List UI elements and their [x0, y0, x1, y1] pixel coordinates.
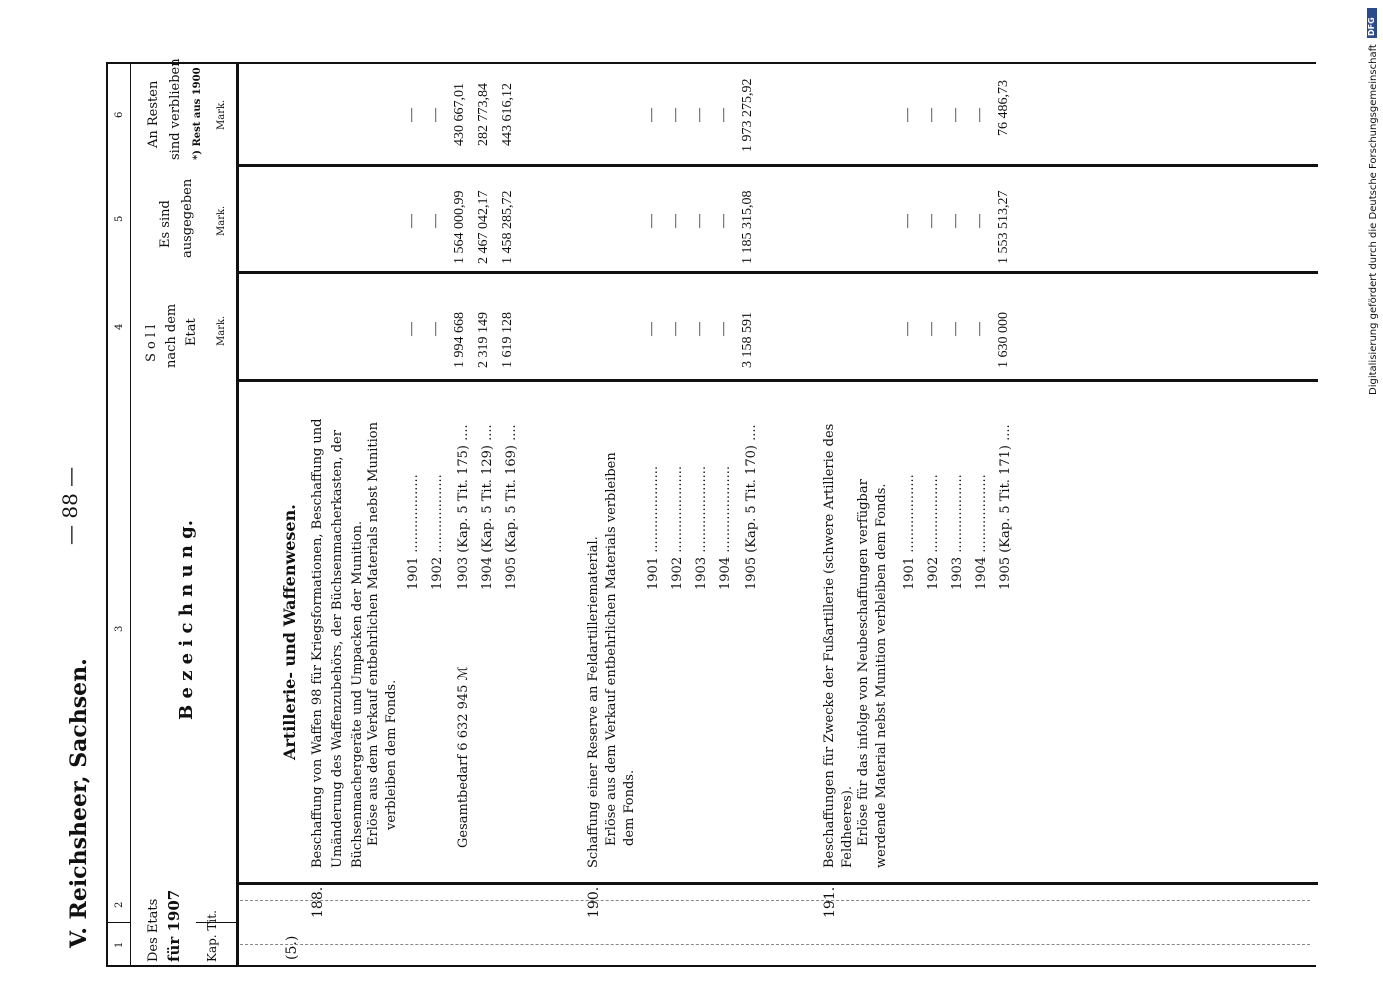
header-mark-5: Mark.	[216, 205, 227, 236]
entry-191-1903-soll: —	[948, 322, 963, 336]
entry-190-1902-reste: —	[668, 108, 683, 122]
entry-190-line-2: Erlöse aus dem Verkauf entbehrlichen Materials verbleiben	[604, 452, 619, 846]
column-number-1: 1	[114, 941, 125, 948]
entry-190-1905-ausgegeben: 1 185 315,08	[740, 190, 755, 264]
header-des-etats: Des Etats	[146, 898, 161, 962]
entry-188-1901-soll: —	[404, 322, 419, 336]
entry-188-1901-ausgegeben: —	[404, 214, 419, 228]
header-mark-4: Mark.	[216, 315, 227, 346]
entry-188-year-1903: 1903 (Kap. 5 Tit. 175) ....	[456, 424, 471, 590]
entry-188-1902-soll: —	[428, 322, 443, 336]
entry-190-1905-reste: 1 973 275,92	[740, 78, 755, 152]
table-top-border	[106, 62, 1316, 64]
entry-191-year-1901: 1901 ...................	[902, 474, 917, 590]
dfg-logo-text: DFG	[1367, 17, 1376, 36]
entry-191-1905-soll: 1 630 000	[996, 312, 1011, 368]
entry-190-1904-ausgegeben: —	[716, 214, 731, 228]
entry-191-1901-soll: —	[900, 322, 915, 336]
digitization-credit: Digitalisierung gefördert durch die Deutsche Forschungsgemeinschaft	[1368, 44, 1379, 395]
entry-190-year-1901: 1901 .....................	[646, 466, 661, 590]
entry-188-line-2: Umänderung des Waffenzubehörs, der Büchsenmacherkasten, der	[330, 430, 345, 868]
kap-number: (5.)	[284, 935, 300, 960]
kap-tit-divider	[106, 922, 130, 923]
entry-191-1902-soll: —	[924, 322, 939, 336]
entry-188-1904-reste: 282 773,84	[476, 83, 491, 146]
entry-191-year-1903: 1903 ...................	[950, 474, 965, 590]
table-left-border	[106, 62, 108, 967]
col-divider-5-4	[236, 271, 1318, 274]
header-bezeichnung: B e z e i c h n u n g.	[176, 519, 197, 720]
column-number-6: 6	[114, 111, 125, 118]
entry-191-1905-ausgegeben: 1 553 513,27	[996, 190, 1011, 264]
entry-188-1902-ausgegeben: —	[428, 214, 443, 228]
entry-188-1904-soll: 2 319 149	[476, 312, 491, 368]
entry-190-year-1903: 1903 .....................	[694, 466, 709, 590]
scan-guide-line	[240, 944, 1310, 945]
entry-188-1904-ausgegeben: 2 467 042,17	[476, 190, 491, 264]
dfg-logo	[1367, 8, 1377, 38]
entry-191-year-1902: 1902 ...................	[926, 474, 941, 590]
entry-188-year-1902: 1902 ...................	[430, 474, 445, 590]
entry-188-line-1: Beschaffung von Waffen 98 für Kriegsformationen, Beschaffung und	[310, 418, 325, 868]
entry-190-1905-soll: 3 158 591	[740, 312, 755, 368]
header-soll: S o l l	[144, 324, 159, 362]
entry-190-line-1: Schaffung einer Reserve an Feldartilleriematerial.	[586, 536, 601, 868]
entry-191-1904-ausgegeben: —	[972, 214, 987, 228]
header-rest-aus-1900: *) Rest aus 1900	[192, 67, 203, 160]
column-number-2: 2	[114, 901, 125, 908]
entry-188-1905-reste: 443 616,12	[500, 83, 515, 146]
header-nach-dem: nach dem	[164, 303, 179, 368]
entry-190-1904-reste: —	[716, 108, 731, 122]
entry-188-line-3: Büchsenmachergeräte und Umpacken der Munition.	[350, 520, 365, 868]
entry-188-1902-reste: —	[428, 108, 443, 122]
entry-tit-191: 191.	[822, 886, 838, 918]
entry-191-year-1904: 1904 ...................	[974, 474, 989, 590]
entry-190-1902-ausgegeben: —	[668, 214, 683, 228]
entry-190-1901-ausgegeben: —	[644, 214, 659, 228]
header-an-resten: An Resten	[146, 80, 161, 148]
header-kap-tit: Kap. Tit.	[205, 910, 219, 962]
col-divider-6-5	[236, 164, 1318, 167]
entry-188-year-1905: 1905 (Kap. 5 Tit. 169) ....	[504, 424, 519, 590]
entry-191-1905-reste: 76 486,73	[996, 80, 1011, 136]
entry-188-1901-reste: —	[404, 108, 419, 122]
entry-188-line-5: verbleiben dem Fonds.	[384, 679, 399, 830]
entry-190-1904-soll: —	[716, 322, 731, 336]
column-number-3: 3	[114, 625, 125, 632]
header-divider	[236, 62, 239, 967]
entry-190-line-3: dem Fonds.	[622, 769, 637, 846]
entry-191-line-1: Beschaffungen für Zwecke der Fußartillerie (schwere Artillerie des	[822, 423, 837, 868]
entry-190-year-1905: 1905 (Kap. 5 Tit. 170) ....	[744, 424, 759, 590]
entry-191-year-1905: 1905 (Kap. 5 Tit. 171) ....	[998, 424, 1013, 590]
col-divider-3-2	[236, 882, 1318, 885]
number-row-divider	[130, 62, 131, 967]
entry-191-1903-ausgegeben: —	[948, 214, 963, 228]
entry-190-1903-reste: —	[692, 108, 707, 122]
column-number-4: 4	[114, 323, 125, 330]
entry-190-year-1904: 1904 .....................	[718, 466, 733, 590]
entry-191-1904-reste: —	[972, 108, 987, 122]
entry-188-year-1904: 1904 (Kap. 5 Tit. 129) ....	[480, 424, 495, 590]
entry-190-1901-soll: —	[644, 322, 659, 336]
entry-190-1902-soll: —	[668, 322, 683, 336]
header-etat: Etat	[184, 318, 199, 346]
header-mark-6: Mark.	[216, 99, 227, 130]
entry-191-1904-soll: —	[972, 322, 987, 336]
entry-190-1901-reste: —	[644, 108, 659, 122]
header-es-sind: Es sind	[158, 200, 173, 248]
entry-190-1903-ausgegeben: —	[692, 214, 707, 228]
entry-191-line-3: Erlöse für das infolge von Neubeschaffungen verfügbar	[856, 479, 871, 846]
entry-188-1903-reste: 430 667,01	[452, 83, 467, 146]
entry-tit-190: 190.	[586, 886, 602, 918]
entry-188-line-4: Erlöse aus dem Verkauf entbehrlichen Materials nebst Munition	[366, 422, 381, 846]
entry-191-1901-reste: —	[900, 108, 915, 122]
entry-191-line-4: werdende Material nebst Munition verbleiben dem Fonds.	[874, 483, 889, 868]
entry-188-gesamtbedarf: Gesamtbedarf 6 632 945 ℳ	[456, 666, 471, 848]
header-ausgegeben: ausgegeben	[180, 178, 195, 258]
header-fuer-1907: für 1907	[165, 889, 183, 962]
column-number-5: 5	[114, 215, 125, 222]
entry-tit-188: 188.	[310, 886, 326, 918]
entry-188-1905-ausgegeben: 1 458 285,72	[500, 190, 515, 264]
entry-188-1903-soll: 1 994 668	[452, 312, 467, 368]
entry-191-line-2: Feldheeres).	[840, 785, 855, 868]
table-bottom-border	[106, 965, 1316, 967]
entry-188-1903-ausgegeben: 1 564 000,99	[452, 190, 467, 264]
entry-190-1903-soll: —	[692, 322, 707, 336]
entry-191-1902-reste: —	[924, 108, 939, 122]
page-number: — 88 —	[58, 466, 82, 545]
entry-191-1903-reste: —	[948, 108, 963, 122]
entry-188-year-1901: 1901 ...................	[406, 474, 421, 590]
col-divider-4-3	[236, 379, 1318, 382]
header-sind-verblieben: sind verblieben	[168, 58, 183, 160]
section-title: V. Reichsheer, Sachsen.	[66, 658, 92, 948]
entry-191-1902-ausgegeben: —	[924, 214, 939, 228]
scan-guide-line	[240, 900, 1310, 901]
section-heading: Artillerie- und Waffenwesen.	[280, 504, 299, 760]
entry-191-1901-ausgegeben: —	[900, 214, 915, 228]
entry-188-1905-soll: 1 619 128	[500, 312, 515, 368]
entry-190-year-1902: 1902 .....................	[670, 466, 685, 590]
